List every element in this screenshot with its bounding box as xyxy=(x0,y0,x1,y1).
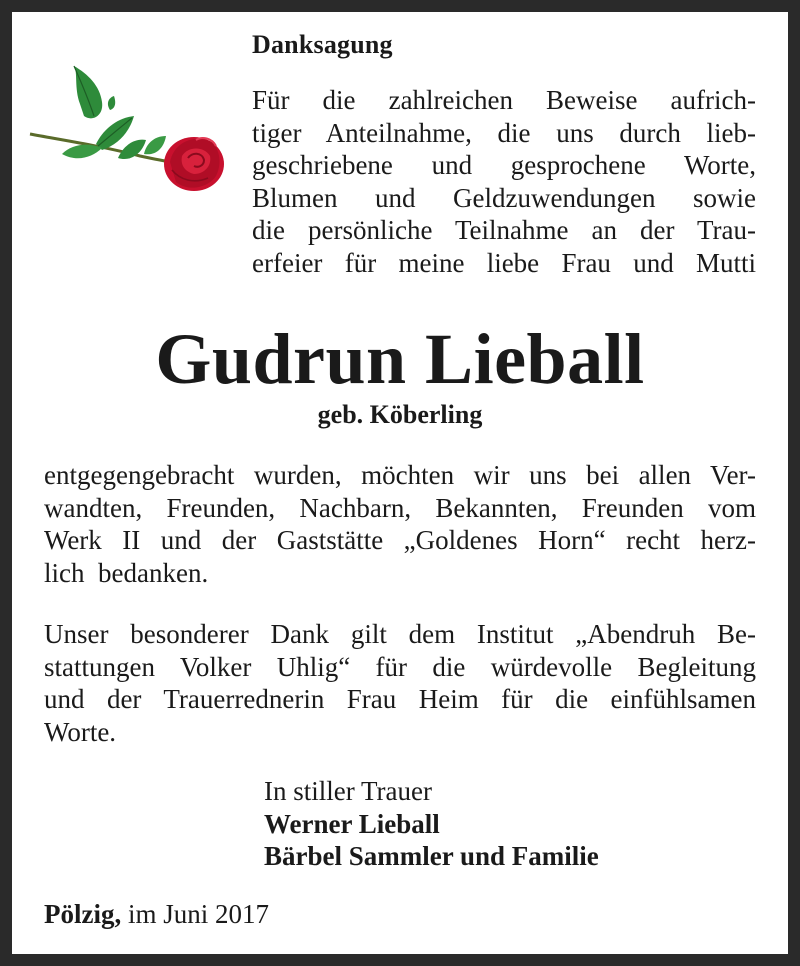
place-name: Pölzig, xyxy=(44,899,122,929)
intro-line: Blumen und Geldzuwendungen sowie xyxy=(252,182,756,213)
special-line: stattungen Volker Uhlig“ für die würdevolle Begleitung xyxy=(44,651,756,682)
special-line: Unser besonderer Dank gilt dem Institut „Abendruh Be- xyxy=(44,619,756,649)
thanks-paragraph xyxy=(44,459,756,589)
mourner-name: Bärbel Sammler und Familie xyxy=(264,841,599,871)
birth-name: geb. Köberling xyxy=(317,400,483,429)
signature-intro: In stiller Trauer xyxy=(264,776,432,806)
place-date-line xyxy=(44,898,269,931)
intro-line: Für die zahlreichen Beweise aufrich- xyxy=(252,85,756,115)
intro-line: erfeier für meine liebe Frau und Mutti xyxy=(252,247,756,278)
mourner-name: Werner Lieball xyxy=(264,808,440,839)
intro-line: tiger Anteilnahme, die uns durch lieb- xyxy=(252,117,756,148)
thanks-line: lich bedanken. xyxy=(44,557,209,588)
thanks-line: wandten, Freunden, Nachbarn, Bekannten, Freunden vom xyxy=(44,492,756,523)
special-thanks-paragraph xyxy=(44,618,756,748)
intro-line: die persönliche Teilnahme an der Trau- xyxy=(252,215,756,245)
red-rose-icon xyxy=(22,58,242,198)
signature-block xyxy=(264,775,599,873)
intro-line: geschriebene und gesprochene Worte, xyxy=(252,150,756,180)
thanks-line: Werk II und der Gaststätte „Goldenes Horn“ recht herz- xyxy=(44,525,756,555)
intro-paragraph xyxy=(252,84,756,279)
special-line: und der Trauerrednerin Frau Heim für die einfühlsamen xyxy=(44,684,756,714)
special-line: Worte. xyxy=(44,716,117,747)
notice-heading: Danksagung xyxy=(252,30,393,59)
thanks-line: entgegengebracht wurden, möchten wir uns bei allen Ver- xyxy=(44,460,756,490)
notice-date: im Juni 2017 xyxy=(127,899,269,929)
deceased-name: Gudrun Lieball xyxy=(155,319,645,399)
